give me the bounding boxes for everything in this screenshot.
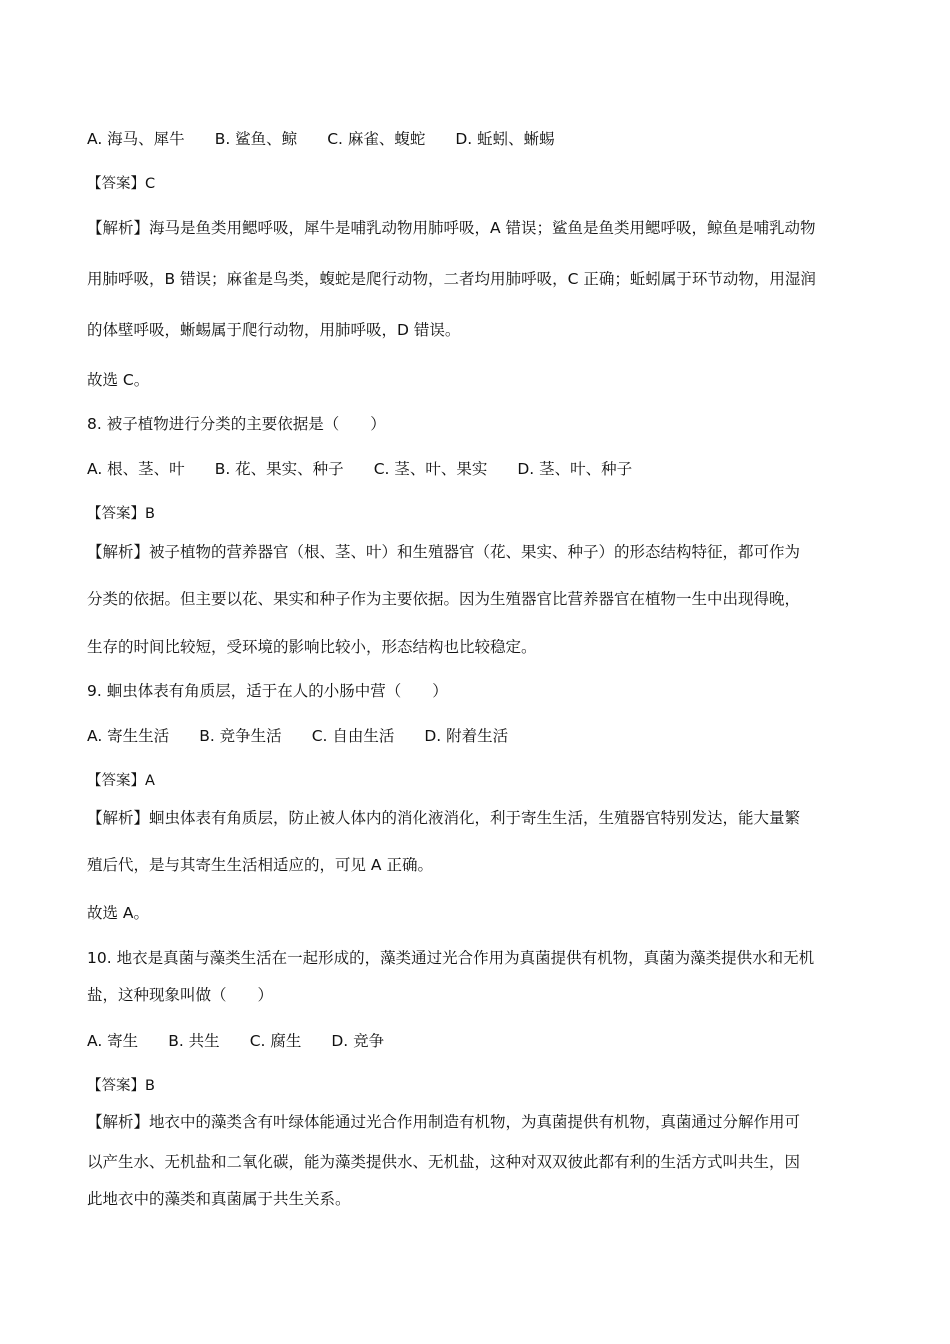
q8-options (87, 459, 870, 479)
q9-option-d: D. 附着生活 (424, 727, 509, 745)
q9-option-c: C. 自由生活 (311, 727, 395, 745)
q8-option-b: B. 花、果实、种子 (214, 460, 344, 478)
q10-question-line-1: 10. 地衣是真菌与藻类生活在一起形成的，藻类通过光合作用为真菌提供有机物，真菌为藻类提供水和无机 (87, 949, 815, 967)
q8-option-a: A. 根、茎、叶 (87, 460, 185, 478)
q9-options (87, 726, 870, 746)
q10-options (87, 1031, 870, 1051)
q7-option-b: B. 鲨鱼、鲸 (214, 130, 298, 148)
q10-analysis-line-2: 以产生水、无机盐和二氧化碳，能为藻类提供水、无机盐，这种对双双彼此都有利的生活方式叫共生，因 (87, 1153, 801, 1171)
q9-question: 9. 蛔虫体表有角质层，适于在人的小肠中营（ ） (87, 682, 448, 700)
q7-option-c: C. 麻雀、蝮蛇 (327, 130, 426, 148)
q8-question: 8. 被子植物进行分类的主要依据是（ ） (87, 415, 386, 433)
q10-question-line-2: 盐，这种现象叫做（ ） (87, 986, 274, 1004)
q10-answer: 【答案】B (87, 1078, 155, 1094)
q10-analysis-line-1: 【解析】地衣中的藻类含有叶绿体能通过光合作用制造有机物，为真菌提供有机物，真菌通过分解作用可 (87, 1113, 801, 1131)
q7-options (87, 129, 870, 149)
q7-answer: 【答案】C (87, 176, 156, 192)
q7-analysis-line-2: 用肺呼吸，B 错误；麻雀是鸟类，蝮蛇是爬行动物，二者均用肺呼吸，C 正确；蚯蚓属于环节动物，用湿润 (87, 270, 816, 288)
q9-answer: 【答案】A (87, 773, 155, 789)
q8-analysis-line-3: 生存的时间比较短，受环境的影响比较小，形态结构也比较稳定。 (87, 638, 537, 656)
q7-analysis-line-1: 【解析】海马是鱼类用鳃呼吸，犀牛是哺乳动物用肺呼吸，A 错误；鲨鱼是鱼类用鳃呼吸，鲸鱼是哺乳动物 (87, 219, 816, 237)
q9-analysis-line-2: 殖后代，是与其寄生生活相适应的，可见 A 正确。 (87, 856, 433, 874)
q10-option-c: C. 腐生 (249, 1032, 302, 1050)
q9-analysis-line-1: 【解析】蛔虫体表有角质层，防止被人体内的消化液消化，利于寄生生活，生殖器官特别发达，能大量繁 (87, 809, 801, 827)
q8-answer: 【答案】B (87, 506, 155, 522)
q8-analysis-line-2: 分类的依据。但主要以花、果实和种子作为主要依据。因为生殖器官比营养器官在植物一生中出现得晚， (87, 590, 801, 608)
q7-choice: 故选 C。 (87, 371, 150, 389)
q10-option-d: D. 竞争 (331, 1032, 385, 1050)
q10-option-b: B. 共生 (168, 1032, 220, 1050)
q7-option-a: A. 海马、犀牛 (87, 130, 185, 148)
q9-choice: 故选 A。 (87, 904, 150, 922)
q9-option-b: B. 竞争生活 (199, 727, 282, 745)
q10-analysis-line-3: 此地衣中的藻类和真菌属于共生关系。 (87, 1190, 351, 1208)
q8-option-d: D. 茎、叶、种子 (517, 460, 633, 478)
q8-analysis-line-1: 【解析】被子植物的营养器官（根、茎、叶）和生殖器官（花、果实、种子）的形态结构特征，都可作为 (87, 543, 801, 561)
q9-option-a: A. 寄生生活 (87, 727, 170, 745)
q7-analysis-line-3: 的体壁呼吸，蜥蜴属于爬行动物，用肺呼吸，D 错误。 (87, 321, 461, 339)
q8-option-c: C. 茎、叶、果实 (373, 460, 488, 478)
q10-option-a: A. 寄生 (87, 1032, 139, 1050)
q7-option-d: D. 蚯蚓、蜥蜴 (455, 130, 555, 148)
